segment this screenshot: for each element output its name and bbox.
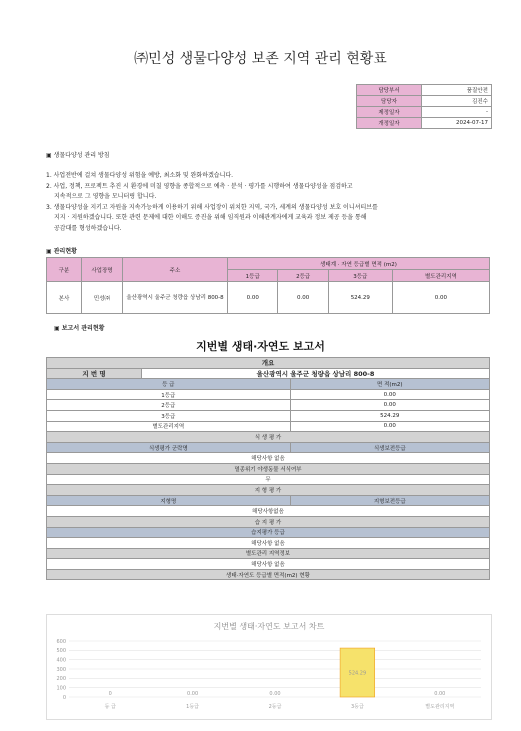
veg-header: 식 생 평 가 [47, 432, 490, 443]
info-key: 담당자 [357, 96, 422, 107]
policy-list [46, 171, 486, 234]
wetland-none: 해당사항 없음 [47, 538, 490, 549]
document-title: ㈜민성 생물다양성 보존 지역 관리 현황표 [134, 51, 387, 67]
doc-info-table [356, 84, 492, 129]
chart-xtick-label: 1등급 [186, 704, 200, 710]
mgmt-header-area: 생태계 · 자연 등급별 면적 (m2) [228, 258, 490, 270]
grade-cell: 2등급 [47, 400, 290, 411]
chart-ytick-label: 100 [56, 685, 66, 692]
area-cell: 0.00 [290, 389, 489, 400]
chart-data-label: 0.00 [187, 691, 199, 697]
mgmt-header-grade: 별도관리지역 [392, 270, 489, 282]
policy-line: 지속적으로 그 영향을 모니터링 합니다. [54, 193, 157, 200]
mgmt-cell-address: 울산광역시 울주군 청량읍 상남리 800-8 [123, 282, 228, 314]
mgmt-cell-value: 0.00 [392, 282, 489, 314]
chart-ytick-label: 600 [56, 638, 66, 645]
veg-grade-header: 식생보전등급 [290, 443, 489, 453]
mgmt-header-site: 사업장명 [82, 258, 123, 282]
report-table [46, 357, 490, 580]
grade-header: 등 급 [47, 379, 290, 389]
terrain-subheader-block [47, 495, 490, 506]
section-mgmt-heading: ▣ 관리현황 [46, 248, 77, 255]
chart-ytick-label: 500 [56, 648, 66, 655]
mgmt-cell-value: 524.29 [328, 282, 392, 314]
special-area-none: 해당사항 없음 [47, 559, 490, 570]
special-area-header: 별도관리 지역정보 [47, 548, 490, 559]
grade-cell: 1등급 [47, 389, 290, 400]
grade-area-block [47, 379, 490, 432]
chart-ytick-label: 0 [62, 694, 66, 701]
area-cell: 0.00 [290, 400, 489, 411]
wetland-grade-header: 습지평가 등급 [47, 527, 490, 538]
jibun-label: 지 번 명 [47, 368, 142, 379]
grade-cell: 3등급 [47, 410, 290, 421]
mgmt-header-address: 주소 [123, 258, 228, 282]
jibun-value: 울산광역시 울주군 청량읍 상남리 800-8 [142, 368, 490, 379]
info-key: 담당부서 [357, 85, 422, 96]
policy-line: 지지 · 지원하겠습니다. 또한 관련 문제에 대한 이해도 증진을 위해 임직원과 이해관계자에게 교육과 정보 제공 등을 통해 [54, 214, 367, 221]
chart-ytick-label: 400 [56, 657, 66, 664]
report-title: 지번별 생태·자연도 보고서 [196, 340, 325, 353]
area-cell: 524.29 [290, 410, 489, 421]
mgmt-table [46, 257, 490, 314]
terrain-none: 해당사항없음 [47, 506, 490, 517]
mgmt-cell-value: 0.00 [278, 282, 328, 314]
info-value: 품질안전 [422, 85, 492, 96]
policy-line: 3. 생물다양성을 지키고 자원을 지속가능하게 이용하기 위해 사업장이 위치한 지역, 국가, 세계의 생물다양성 보호 이니셔티브를 [46, 203, 378, 211]
area-cell: 0.00 [383, 423, 396, 430]
chart-data-label: 0.00 [434, 691, 446, 697]
info-value: - [422, 107, 492, 118]
veg-group-header: 식생평가 군락명 [47, 443, 290, 453]
report-overview-header: 개요 [47, 358, 490, 369]
wetland-header: 습 지 평 가 [47, 516, 490, 527]
mgmt-header-grade: 1등급 [228, 270, 278, 282]
info-key: 개정일자 [357, 118, 422, 129]
chart-title: 지번별 생태·자연도 보고서 차트 [213, 622, 325, 631]
chart-plot [47, 615, 491, 719]
info-value: 김진수 [422, 96, 492, 107]
area-header: 면 적(m2) [290, 379, 489, 389]
mgmt-header-gubun: 구분 [47, 258, 82, 282]
policy-line: 공감대를 형성하겠습니다. [54, 224, 122, 232]
policy-line: 1. 사업전반에 걸쳐 생물다양성 위험을 예방, 최소화 및 완화하겠습니다. [46, 172, 234, 179]
chart-data-label: 0 [108, 691, 112, 697]
chart-xtick-label: 등 급 [104, 704, 116, 710]
info-key: 제정일자 [357, 107, 422, 118]
veg-subheader-block [47, 442, 490, 453]
terrain-header: 지 형 평 가 [47, 485, 490, 496]
info-value: 2024-07-17 [422, 118, 492, 129]
grade-cell: 별도관리지역 [47, 421, 290, 431]
species-header: 멸종위기 야생동물 서식여부 [47, 463, 490, 474]
mgmt-cell-gubun: 본사 [47, 282, 82, 314]
chart-data-label: 0.00 [269, 691, 281, 697]
terrain-grade-header: 지형보전등급 [290, 496, 489, 506]
section-policy-heading: ▣ 생물다양성 관리 방침 [46, 152, 110, 159]
mgmt-header-grade: 3등급 [328, 270, 392, 282]
terrain-name-header: 지형명 [47, 496, 290, 506]
veg-subheader-table [47, 443, 489, 453]
mgmt-header-grade: 2등급 [278, 270, 328, 282]
section-report-heading: ▣ 보고서 관리현황 [54, 325, 105, 332]
chart-xtick-label: 2등급 [268, 704, 282, 710]
species-value: 무 [47, 474, 490, 485]
chart-xtick-label: 별도관리지역 [425, 704, 455, 710]
area-chart [46, 614, 492, 720]
mgmt-cell-value: 0.00 [228, 282, 278, 314]
chart-xtick-label: 3등급 [350, 704, 364, 710]
chart-section-header: 생태·자연도 등급별 면적(m2) 현황 [47, 569, 490, 580]
terrain-subheader-table [47, 496, 489, 506]
mgmt-cell-site: 민성㈜ [82, 282, 123, 314]
veg-none: 해당사항 없음 [47, 453, 490, 464]
chart-ytick-label: 300 [56, 666, 66, 673]
grade-area-table [47, 379, 489, 431]
chart-ytick-label: 200 [56, 676, 66, 683]
policy-line: 2. 사업, 정책, 프로젝트 추진 시 환경에 미칠 영향을 종합적으로 예측 · 분석 · 평가를 시행하여 생물다양성을 점검하고 [46, 182, 353, 190]
chart-data-label: 524.29 [348, 670, 367, 677]
